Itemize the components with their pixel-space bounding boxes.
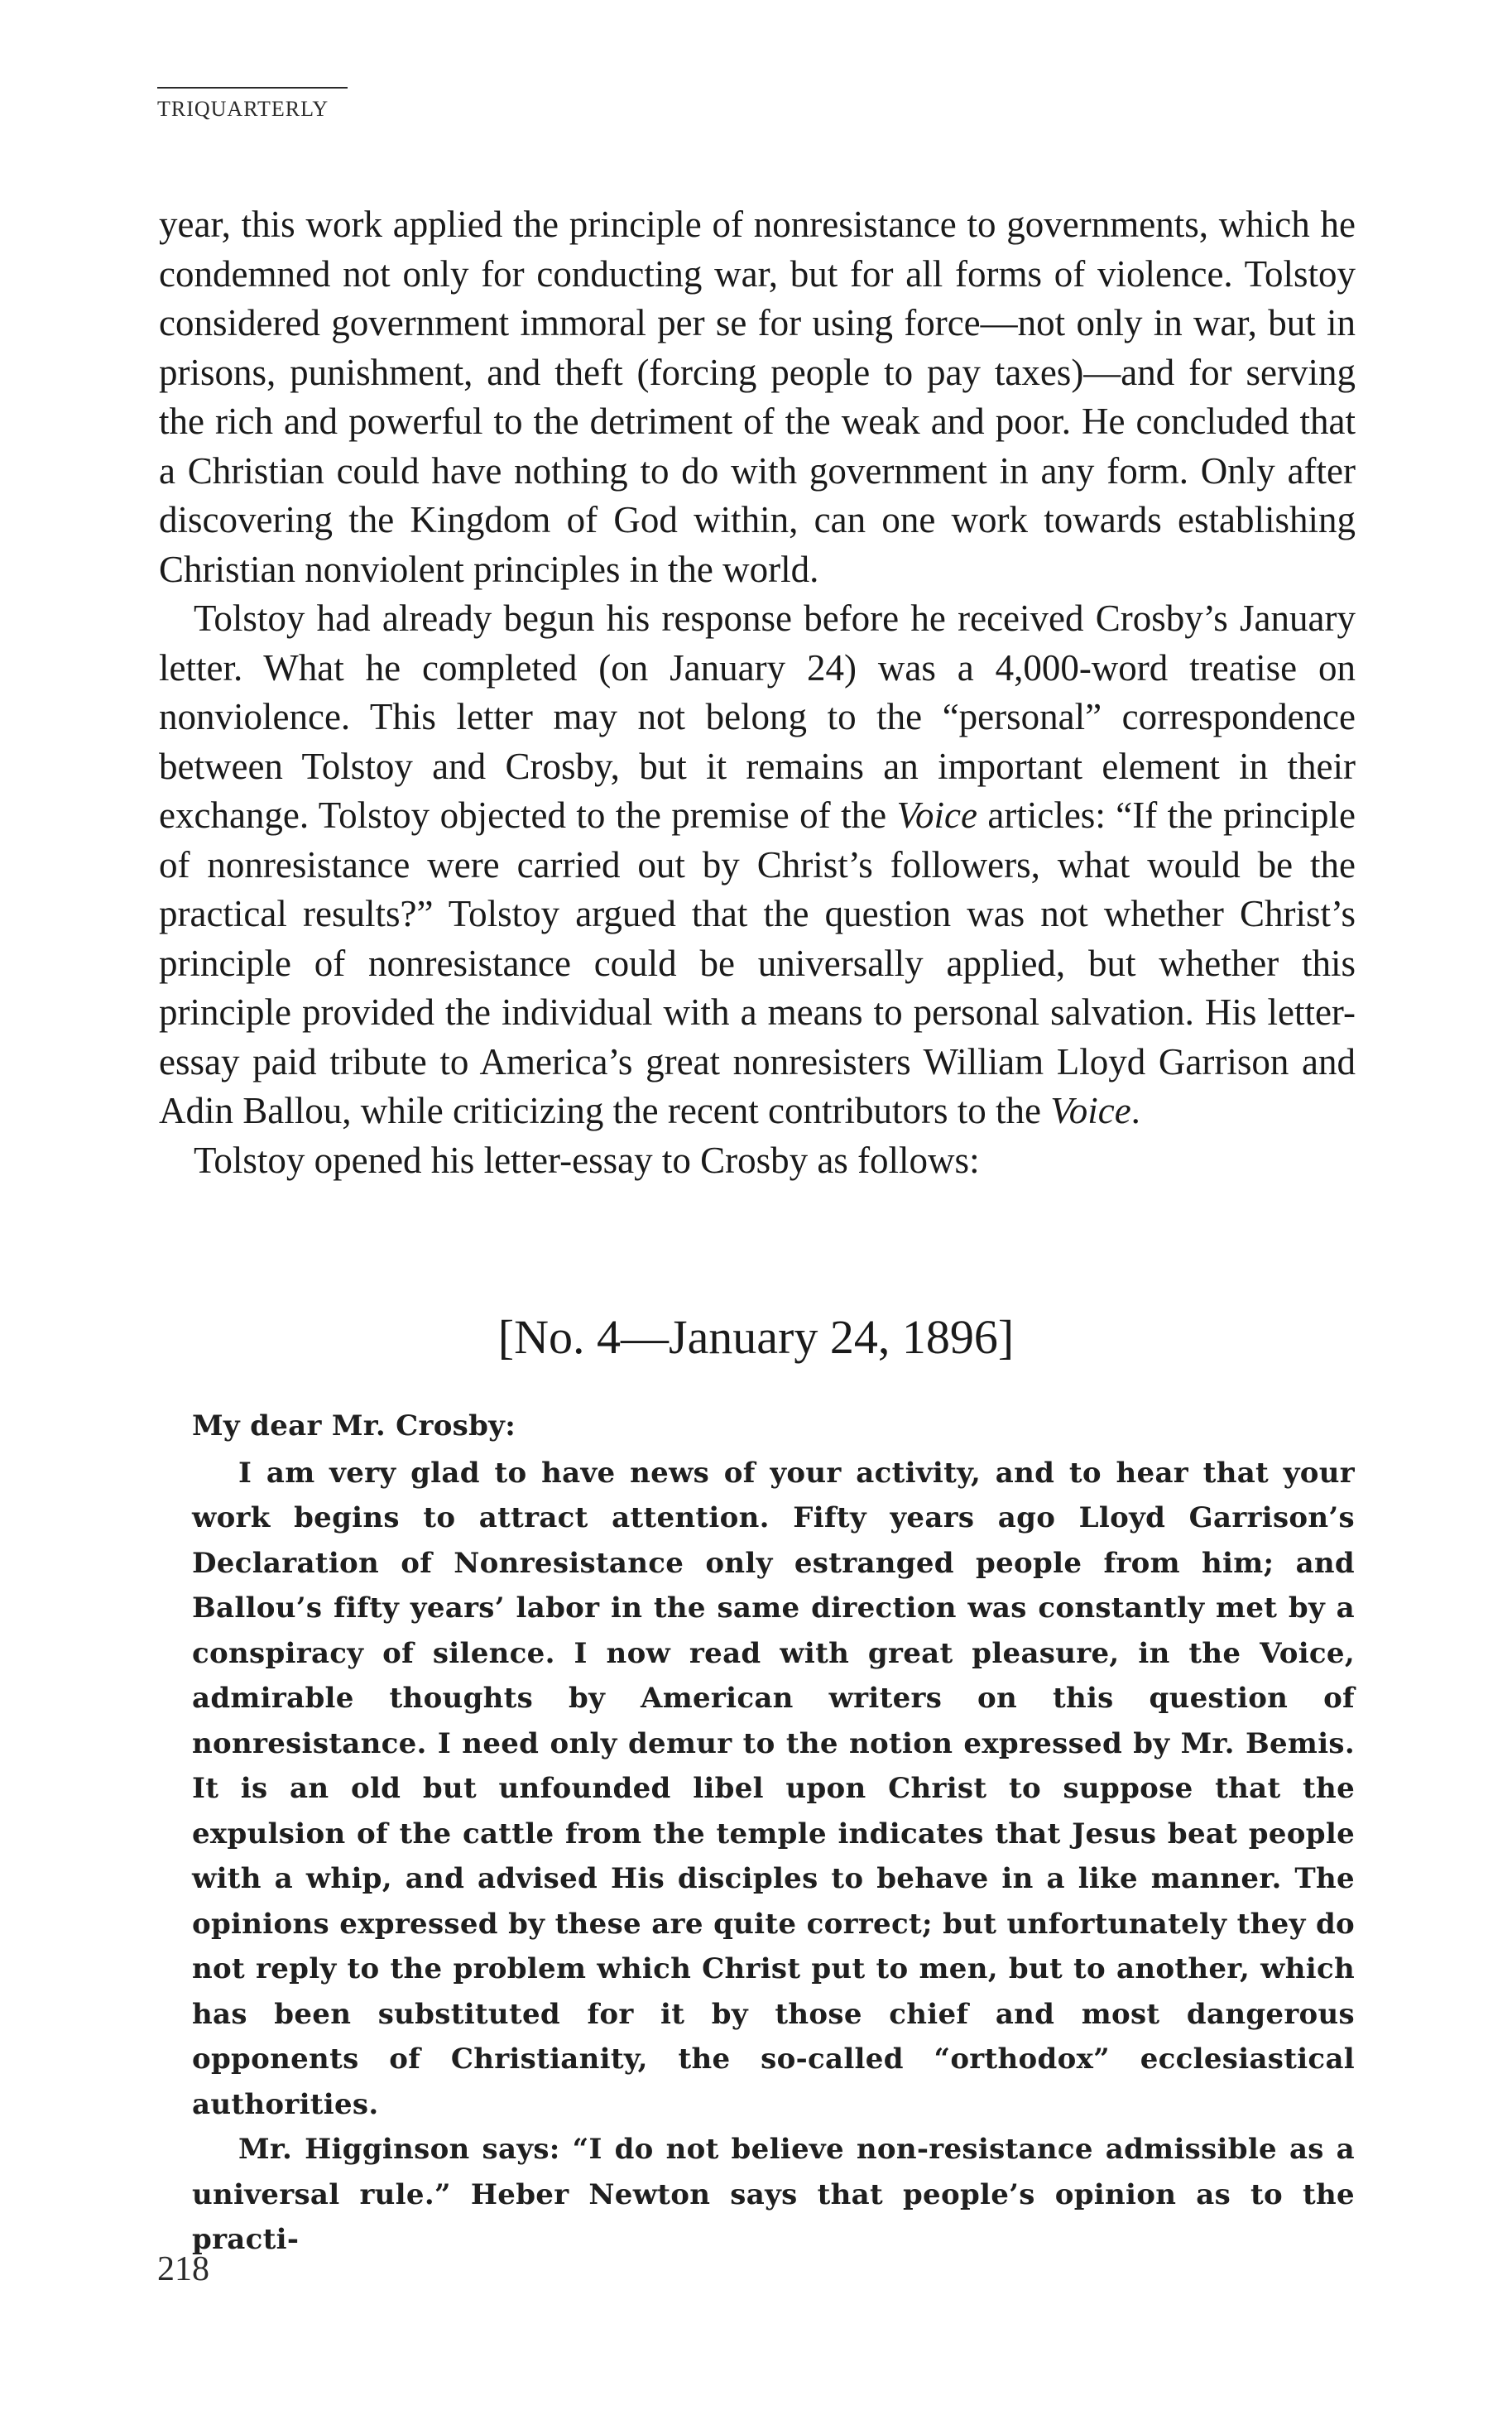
body-text-run: Tolstoy had already begun his response before he received Crosby’s January letter. What he completed (on January 24) was a 4,000-word treatise on nonviolence. This letter may not belong to the “personal” correspondence between Tolstoy and Crosby, but it remains an important element in their exchange. Tolstoy objected to the premise of the	[159, 598, 1356, 836]
body-text	[159, 200, 1356, 1185]
body-text-run: .	[1130, 1090, 1140, 1131]
letter-paragraph: I am very glad to have news of your activity, and to hear that your work begins to attract attention. Fifty years ago Lloyd Garrison’s Declaration of Nonresistance only estranged people from him; and Ballou’s fifty years’ labor in the same direction was constantly met by a conspiracy of silence. I now read with great pleasure, in the Voice, admirable thoughts by American writers on this question of nonresistance. I need only demur to the notion expressed by Mr. Bemis. It is an old but unfounded libel upon Christ to suppose that the expulsion of the cattle from the temple indicates that Jesus beat people with a whip, and advised His disciples to behave in a like manner. The opinions expressed by these are quite correct; but unfortunately they do not reply to the problem which Christ put to men, but to another, which has been substituted for it by those chief and most dangerous opponents of Christianity, the so-called “orthodox” ecclesiastical authorities.	[192, 1456, 1355, 2121]
running-head	[157, 87, 348, 122]
body-paragraph	[159, 594, 1356, 1136]
running-head-title: TRIQUARTERLY	[157, 97, 329, 121]
letter-salutation: My dear Mr. Crosby:	[192, 1409, 516, 1443]
running-head-rule	[157, 87, 348, 89]
page-number: 218	[157, 2250, 209, 2288]
body-text-run: articles: “If the principle of nonresistance were carried out by Christ’s followers, what would be the practical results?” Tolstoy argued that the question was not whether Christ’s principle of nonresistance could be universally applied, but whether this principle provided the individual with a means to personal salvation. His letter-essay paid tribute to America’s great nonresisters William Lloyd Garrison and Adin Ballou, while criticizing the recent contributors to the	[159, 794, 1356, 1131]
voice-title: Voice	[1050, 1090, 1131, 1131]
body-paragraph: Tolstoy opened his letter-essay to Crosby as follows:	[194, 1139, 980, 1181]
letter-heading: [No. 4—January 24, 1896]	[497, 1310, 1015, 1364]
letter-text	[192, 1404, 1355, 2263]
body-paragraph: year, this work applied the principle of nonresistance to governments, which he condemned not only for conducting war, but for all forms of violence. Tolstoy considered government immoral per se for using force—not only in war, but in prisons, punishment, and theft (forcing people to pay taxes)—and for serving the rich and powerful to the detriment of the weak and poor. He concluded that a Christian could have nothing to do with government in any form. Only after discovering the Kingdom of God within, can one work towards establishing Christian nonviolent principles in the world.	[159, 204, 1356, 590]
voice-title: Voice	[896, 794, 977, 836]
letter-paragraph: Mr. Higginson says: “I do not believe non-resistance admissible as a universal rule.” Heber Newton says that people’s opinion as to the practi-	[192, 2133, 1355, 2256]
